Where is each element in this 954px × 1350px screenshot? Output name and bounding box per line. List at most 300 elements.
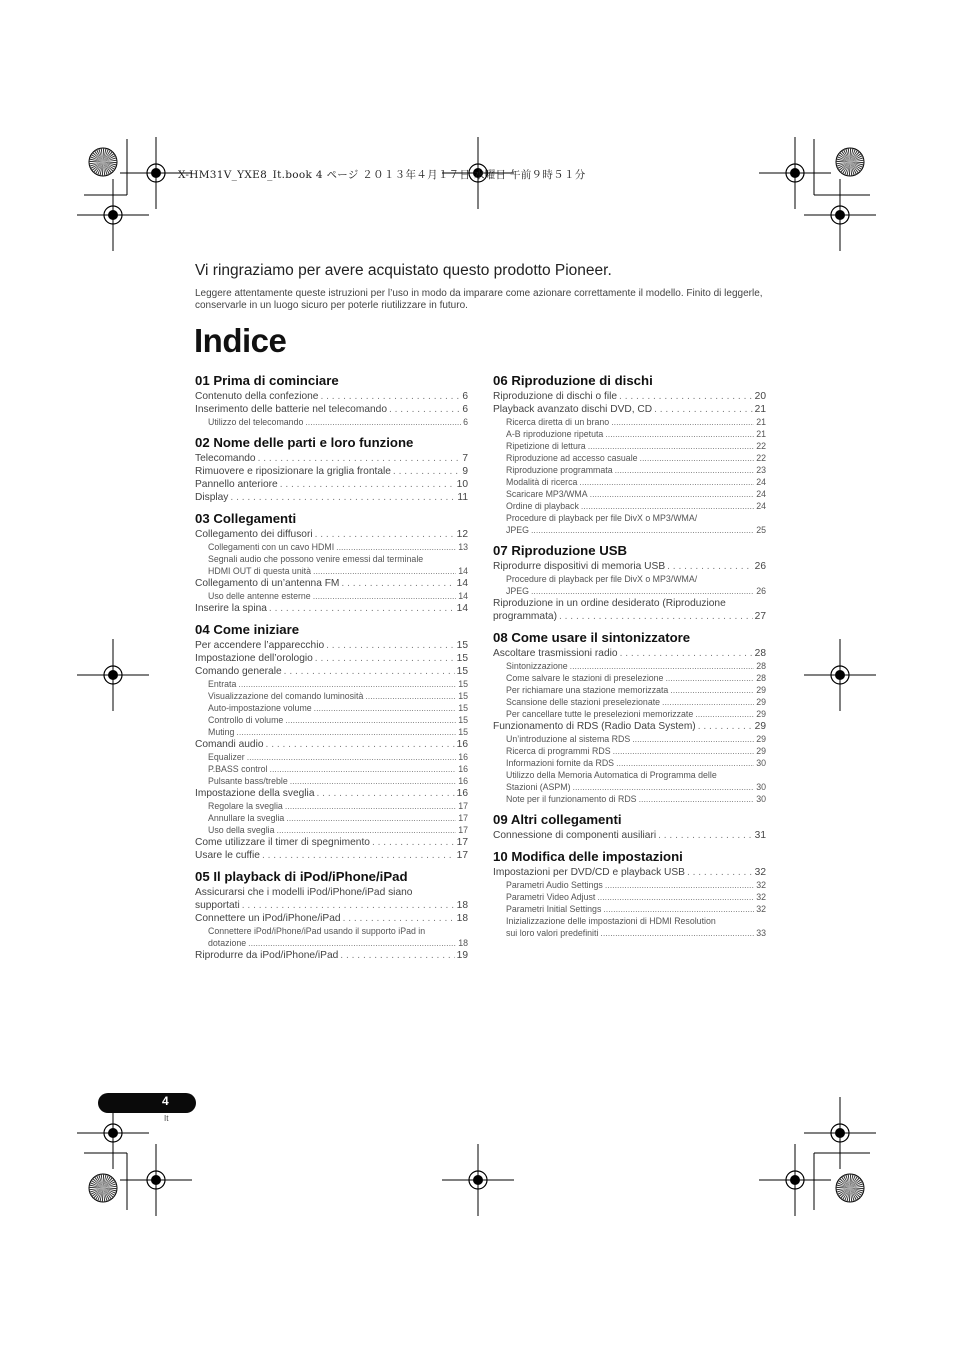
dot-leader bbox=[236, 726, 456, 738]
toc-page-number: 17 bbox=[458, 813, 468, 823]
toc-entry[interactable] bbox=[195, 478, 468, 491]
dot-leader bbox=[605, 879, 754, 891]
dot-leader bbox=[258, 452, 461, 465]
toc-page-number: 29 bbox=[756, 734, 766, 744]
toc-page-number: 21 bbox=[756, 429, 766, 439]
toc-section bbox=[195, 372, 468, 428]
toc-entry-label: Controllo di volume bbox=[208, 715, 284, 725]
toc-entry-label: Riproduzione in un ordine desiderato (Riproduzione bbox=[493, 598, 726, 609]
toc-page-number: 7 bbox=[462, 453, 468, 464]
toc-entry[interactable] bbox=[195, 949, 468, 962]
toc-entry-label: Funzionamento di RDS (Radio Data System) bbox=[493, 721, 696, 732]
dot-leader bbox=[687, 866, 753, 879]
toc-subentry[interactable] bbox=[493, 891, 766, 903]
toc-page-number: 19 bbox=[456, 950, 468, 961]
toc-entry[interactable] bbox=[195, 849, 468, 862]
toc-entry-label: Usare le cuffie bbox=[195, 850, 260, 861]
toc-page-number: 25 bbox=[756, 525, 766, 535]
dot-leader bbox=[269, 602, 455, 615]
dot-leader bbox=[262, 849, 455, 862]
toc-entry-label: Muting bbox=[208, 727, 235, 737]
color-target-icon bbox=[836, 148, 864, 176]
toc-entry-label: Playback avanzato dischi DVD, CD bbox=[493, 404, 653, 415]
toc-page-number: 26 bbox=[756, 586, 766, 596]
toc-subentry[interactable] bbox=[493, 428, 766, 440]
toc-entry-label: Uso della sveglia bbox=[208, 825, 275, 835]
toc-page-number: 13 bbox=[458, 542, 468, 552]
toc-subentry[interactable] bbox=[493, 757, 766, 769]
dot-leader bbox=[605, 428, 754, 440]
toc-section-title: 04 Come iniziare bbox=[195, 622, 300, 637]
dot-leader bbox=[616, 757, 754, 769]
toc-page-number: 11 bbox=[457, 492, 468, 503]
toc-page-number: 28 bbox=[756, 661, 766, 671]
toc-entry-label: Riproduzione ad accesso casuale bbox=[506, 453, 638, 463]
toc-subentry[interactable] bbox=[493, 903, 766, 915]
dot-leader bbox=[597, 891, 754, 903]
toc-section-title: 10 Modifica delle impostazioni bbox=[493, 849, 683, 864]
page-number-tab bbox=[98, 1093, 196, 1113]
dot-leader bbox=[603, 903, 754, 915]
toc-subentry[interactable] bbox=[195, 678, 468, 690]
toc-page-number: 6 bbox=[462, 391, 468, 402]
toc-subentry[interactable] bbox=[493, 781, 766, 793]
dot-leader bbox=[341, 577, 454, 590]
toc-subentry[interactable] bbox=[493, 585, 766, 597]
toc-entry-label: Rimuovere e riposizionare la griglia frontale bbox=[195, 466, 391, 477]
toc-page-number: 15 bbox=[458, 691, 468, 701]
toc-page-number: 32 bbox=[756, 880, 766, 890]
toc-section bbox=[195, 868, 468, 962]
registration-mark-icon bbox=[759, 1144, 831, 1216]
page-language: It bbox=[164, 1114, 169, 1123]
toc-entry-label: JPEG bbox=[506, 525, 529, 535]
toc-page-number: 17 bbox=[456, 837, 468, 848]
toc-page-number: 28 bbox=[756, 673, 766, 683]
dot-leader bbox=[613, 745, 755, 757]
toc-entry-label: P.BASS control bbox=[208, 764, 268, 774]
dot-leader bbox=[670, 684, 754, 696]
toc-entry-label: Note per il funzionamento di RDS bbox=[506, 794, 637, 804]
dot-leader bbox=[658, 829, 753, 842]
toc-page-number: 32 bbox=[756, 904, 766, 914]
toc-page-number: 15 bbox=[458, 679, 468, 689]
dot-leader bbox=[600, 927, 754, 939]
toc-entry-label: Procedure di playback per file DivX o MP3/WMA/ bbox=[506, 574, 698, 584]
toc-entry-label: HDMI OUT di questa unità bbox=[208, 566, 311, 576]
toc-entry-label: Per richiamare una stazione memorizzata bbox=[506, 685, 669, 695]
toc-page-number: 12 bbox=[456, 529, 468, 540]
toc-entry-label: Auto-impostazione volume bbox=[208, 703, 312, 713]
dot-leader bbox=[286, 812, 456, 824]
toc-page-number: 15 bbox=[456, 653, 468, 664]
toc-subentry[interactable] bbox=[493, 464, 766, 476]
toc-subentry[interactable] bbox=[195, 726, 468, 738]
toc-entry-label: Inserire la spina bbox=[195, 603, 267, 614]
toc-page-number: 30 bbox=[756, 794, 766, 804]
dot-leader bbox=[393, 465, 460, 478]
toc-entry-label: Ricerca diretta di un brano bbox=[506, 417, 610, 427]
toc-subentry[interactable] bbox=[195, 824, 468, 836]
toc-entry-label: Telecomando bbox=[195, 453, 256, 464]
toc-page-number: 29 bbox=[756, 685, 766, 695]
dot-leader bbox=[248, 937, 456, 949]
toc-entry-label: Ricerca di programmi RDS bbox=[506, 746, 611, 756]
dot-leader bbox=[230, 491, 455, 504]
dot-leader bbox=[284, 665, 455, 678]
toc-entry-label: Parametri Video Adjust bbox=[506, 892, 596, 902]
toc-entry[interactable] bbox=[493, 866, 766, 879]
toc-left-column bbox=[195, 372, 468, 968]
toc-page-number: 16 bbox=[456, 739, 468, 750]
toc-entry[interactable] bbox=[195, 836, 468, 849]
dot-leader bbox=[531, 585, 754, 597]
toc-page-number: 29 bbox=[756, 709, 766, 719]
dot-leader bbox=[640, 452, 755, 464]
toc-entry-label: Regolare la sveglia bbox=[208, 801, 283, 811]
toc-entry-label: Informazioni fornite da RDS bbox=[506, 758, 615, 768]
dot-leader bbox=[340, 949, 454, 962]
toc-entry[interactable] bbox=[195, 491, 468, 504]
dot-leader bbox=[315, 652, 455, 665]
toc-entry[interactable] bbox=[195, 787, 468, 800]
toc-subentry[interactable] bbox=[493, 879, 766, 891]
toc-entry-label: Connessione di componenti ausiliari bbox=[493, 830, 657, 841]
dot-leader bbox=[317, 787, 455, 800]
toc-subentry[interactable] bbox=[195, 751, 468, 763]
toc-entry-label: Come salvare le stazioni di preselezione bbox=[506, 673, 664, 683]
toc-section-title: 09 Altri collegamenti bbox=[493, 812, 622, 827]
toc-page-number: 16 bbox=[456, 788, 468, 799]
toc-subentry[interactable] bbox=[493, 708, 766, 720]
toc-entry-label: Collegamenti con un cavo HDMI bbox=[208, 542, 335, 552]
toc-entry-label: Scaricare MP3/WMA bbox=[506, 489, 588, 499]
dot-leader bbox=[285, 714, 456, 726]
dot-leader bbox=[336, 541, 456, 553]
toc-page-number: 9 bbox=[462, 466, 468, 477]
toc-subentry[interactable] bbox=[195, 775, 468, 787]
toc-entry[interactable] bbox=[195, 602, 468, 615]
dot-leader bbox=[611, 416, 754, 428]
toc-entry-label: Utilizzo della Memoria Automatica di Programma delle bbox=[506, 770, 717, 780]
toc-entry-label: Inserimento delle batterie nel telecomando bbox=[195, 404, 387, 415]
toc-subentry[interactable] bbox=[195, 702, 468, 714]
toc-page-number: 32 bbox=[756, 892, 766, 902]
toc-entry[interactable] bbox=[195, 899, 468, 912]
toc-subentry[interactable] bbox=[195, 763, 468, 775]
toc-page-number: 16 bbox=[458, 776, 468, 786]
toc-entry-label: JPEG bbox=[506, 586, 529, 596]
toc-entry[interactable] bbox=[195, 665, 468, 678]
toc-page-number: 16 bbox=[458, 752, 468, 762]
toc-subentry[interactable] bbox=[195, 690, 468, 702]
toc-subentry[interactable] bbox=[195, 714, 468, 726]
toc-entry-label: Connettere iPod/iPhone/iPad usando il supporto iPad in bbox=[208, 926, 426, 936]
toc-page-number: 20 bbox=[754, 391, 766, 402]
registration-mark-icon bbox=[442, 1144, 514, 1216]
toc-entry-label: Entrata bbox=[208, 679, 237, 689]
dot-leader bbox=[654, 403, 753, 416]
dot-leader bbox=[588, 440, 754, 452]
toc-entry-label: Utilizzo del telecomando bbox=[208, 417, 304, 427]
toc-page-number: 33 bbox=[756, 928, 766, 938]
toc-page-number: 18 bbox=[458, 938, 468, 948]
toc-entry-label: Riprodurre da iPod/iPhone/iPad bbox=[195, 950, 339, 961]
dot-leader bbox=[573, 781, 755, 793]
toc-section-title: 07 Riproduzione USB bbox=[493, 543, 628, 558]
toc-section bbox=[493, 848, 766, 939]
toc-entry[interactable] bbox=[493, 829, 766, 842]
dot-leader bbox=[343, 912, 455, 925]
registration-mark-icon bbox=[77, 179, 149, 251]
toc-page-number: 14 bbox=[458, 566, 468, 576]
toc-entry-label: Riproduzione di dischi o file bbox=[493, 391, 618, 402]
toc-entry[interactable] bbox=[493, 403, 766, 416]
toc-entry-label: Sintonizzazione bbox=[506, 661, 568, 671]
registration-mark-icon bbox=[77, 639, 149, 711]
dot-leader bbox=[559, 610, 753, 623]
toc-subentry[interactable] bbox=[493, 696, 766, 708]
dot-leader bbox=[315, 528, 455, 541]
toc-page-number: 6 bbox=[463, 417, 468, 427]
toc-page-number: 23 bbox=[756, 465, 766, 475]
toc-subentry[interactable] bbox=[493, 416, 766, 428]
toc-entry-label: Impostazione della sveglia bbox=[195, 788, 315, 799]
toc-entry-label: Segnali audio che possono venire emessi dal terminale bbox=[208, 554, 424, 564]
toc-entry[interactable] bbox=[195, 639, 468, 652]
toc-entry[interactable] bbox=[493, 720, 766, 733]
toc-entry[interactable] bbox=[195, 390, 468, 403]
toc-entry[interactable] bbox=[493, 560, 766, 573]
toc-page-number: 29 bbox=[756, 697, 766, 707]
toc-entry-label: Modalità di ricerca bbox=[506, 477, 578, 487]
toc-page-number: 17 bbox=[458, 801, 468, 811]
toc-entry-label: Contenuto della confezione bbox=[195, 391, 319, 402]
toc-entry-label: Uso delle antenne esterne bbox=[208, 591, 311, 601]
toc-subentry[interactable] bbox=[493, 672, 766, 684]
toc-right-column bbox=[493, 372, 766, 945]
registration-mark-icon bbox=[759, 137, 831, 209]
page-number: 4 bbox=[162, 1094, 169, 1108]
dot-leader bbox=[320, 390, 460, 403]
toc-page-number: 26 bbox=[754, 561, 766, 572]
toc-entry-label: Impostazione dell’orologio bbox=[195, 653, 313, 664]
toc-entry[interactable] bbox=[195, 403, 468, 416]
toc-section bbox=[493, 372, 766, 536]
toc-page-number: 14 bbox=[456, 578, 468, 589]
dot-leader bbox=[579, 476, 754, 488]
toc-subentry[interactable] bbox=[493, 745, 766, 757]
toc-page-number: 21 bbox=[754, 404, 766, 415]
dot-leader bbox=[372, 836, 455, 849]
toc-entry-label: Come utilizzare il timer di spegnimento bbox=[195, 837, 370, 848]
toc-subentry[interactable] bbox=[195, 812, 468, 824]
toc-entry-label: Riprodurre dispositivi di memoria USB bbox=[493, 561, 666, 572]
toc-subentry[interactable] bbox=[493, 733, 766, 745]
toc-subentry[interactable] bbox=[493, 440, 766, 452]
toc-page-number: 27 bbox=[754, 611, 766, 622]
toc-subentry[interactable] bbox=[493, 793, 766, 805]
toc-entry[interactable] bbox=[195, 452, 468, 465]
toc-entry-label: Pannello anteriore bbox=[195, 479, 278, 490]
print-header: X-HM31V_YXE8_It.book 4 ページ ２０１３年４月１７日 水曜日 午前９時５１分 bbox=[178, 169, 586, 181]
dot-leader bbox=[266, 738, 455, 751]
toc-page-number: 17 bbox=[456, 850, 468, 861]
toc-section-title: 01 Prima di cominciare bbox=[195, 373, 339, 388]
toc-entry-label: Comando generale bbox=[195, 666, 282, 677]
toc-subentry[interactable] bbox=[195, 937, 468, 949]
dot-leader bbox=[277, 824, 457, 836]
dot-leader bbox=[313, 565, 456, 577]
toc-entry[interactable] bbox=[195, 577, 468, 590]
toc-entry-label: Per accendere l’apparecchio bbox=[195, 640, 325, 651]
toc-entry-label: Ordine di playback bbox=[506, 501, 579, 511]
toc-entry-label: Pulsante bass/treble bbox=[208, 776, 288, 786]
dot-leader bbox=[590, 488, 755, 500]
page-title: Indice bbox=[194, 322, 287, 359]
toc-entry-label: Per cancellare tutte le preselezioni memorizzate bbox=[506, 709, 694, 719]
toc-subentry[interactable] bbox=[493, 500, 766, 512]
dot-leader bbox=[389, 403, 460, 416]
dot-leader bbox=[639, 793, 755, 805]
toc-section-title: 03 Collegamenti bbox=[195, 511, 297, 526]
dot-leader bbox=[667, 560, 753, 573]
toc-entry[interactable] bbox=[493, 610, 766, 623]
dot-leader bbox=[620, 647, 753, 660]
dot-leader bbox=[695, 708, 754, 720]
toc-page-number: 18 bbox=[456, 913, 468, 924]
toc-page-number: 29 bbox=[754, 721, 766, 732]
toc-page-number: 16 bbox=[458, 764, 468, 774]
toc-entry-label: Riproduzione programmata bbox=[506, 465, 613, 475]
color-target-icon bbox=[89, 148, 117, 176]
registration-mark-icon bbox=[120, 1144, 192, 1216]
toc-subentry[interactable] bbox=[195, 800, 468, 812]
toc-page-number: 24 bbox=[756, 477, 766, 487]
dot-leader bbox=[581, 500, 754, 512]
dot-leader bbox=[632, 733, 754, 745]
dot-leader bbox=[290, 775, 456, 787]
thanks-heading: Vi ringraziamo per avere acquistato questo prodotto Pioneer. bbox=[195, 262, 612, 279]
toc-page-number: 14 bbox=[456, 603, 468, 614]
toc-entry[interactable] bbox=[195, 528, 468, 541]
toc-subentry[interactable] bbox=[195, 565, 468, 577]
toc-entry-label: Display bbox=[195, 492, 229, 503]
toc-section bbox=[195, 510, 468, 615]
toc-subentry[interactable] bbox=[195, 590, 468, 602]
toc-entry-label: Connettere un iPod/iPhone/iPad bbox=[195, 913, 341, 924]
toc-entry-label: A-B riproduzione ripetuta bbox=[506, 429, 604, 439]
dot-leader bbox=[570, 660, 755, 672]
toc-section-title: 06 Riproduzione di dischi bbox=[493, 373, 653, 388]
toc-subentry[interactable] bbox=[493, 660, 766, 672]
toc-subentry[interactable] bbox=[493, 476, 766, 488]
toc-entry[interactable] bbox=[493, 647, 766, 660]
toc-subentry[interactable] bbox=[195, 416, 468, 428]
toc-entry-label: Comandi audio bbox=[195, 739, 264, 750]
toc-entry[interactable] bbox=[195, 738, 468, 751]
dot-leader bbox=[365, 690, 456, 702]
toc-entry-label: Ripetizione di lettura bbox=[506, 441, 586, 451]
toc-page-number: 29 bbox=[756, 746, 766, 756]
toc-entry-label: Impostazioni per DVD/CD e playback USB bbox=[493, 867, 685, 878]
toc-entry[interactable] bbox=[493, 390, 766, 403]
toc-page-number: 6 bbox=[462, 404, 468, 415]
toc-page-number: 10 bbox=[456, 479, 468, 490]
registration-mark-icon bbox=[804, 1097, 876, 1169]
toc-page-number: 15 bbox=[458, 715, 468, 725]
toc-subentry[interactable] bbox=[493, 524, 766, 536]
toc-page-number: 17 bbox=[458, 825, 468, 835]
dot-leader bbox=[270, 763, 457, 775]
dot-leader bbox=[313, 590, 457, 602]
toc-entry[interactable] bbox=[195, 465, 468, 478]
dot-leader bbox=[247, 751, 457, 763]
toc-subentry[interactable] bbox=[493, 684, 766, 696]
color-target-icon bbox=[836, 1174, 864, 1202]
toc-page-number: 24 bbox=[756, 501, 766, 511]
toc-entry-label: Inizializzazione delle impostazioni di HDMI Resolution bbox=[506, 916, 716, 926]
toc-entry-label: Ascoltare trasmissioni radio bbox=[493, 648, 618, 659]
color-target-icon bbox=[89, 1174, 117, 1202]
toc-entry-label: Visualizzazione del comando luminosità bbox=[208, 691, 364, 701]
dot-leader bbox=[615, 464, 755, 476]
toc-entry-label: supportati bbox=[195, 900, 240, 911]
dot-leader bbox=[326, 639, 455, 652]
toc-section bbox=[195, 621, 468, 862]
toc-page-number: 21 bbox=[756, 417, 766, 427]
toc-section-title: 02 Nome delle parti e loro funzione bbox=[195, 435, 414, 450]
toc-section-title: 08 Come usare il sintonizzatore bbox=[493, 630, 691, 645]
toc-page-number: 30 bbox=[756, 782, 766, 792]
toc-page-number: 15 bbox=[458, 703, 468, 713]
toc-subentry[interactable] bbox=[195, 541, 468, 553]
dot-leader bbox=[285, 800, 456, 812]
toc-entry-label: Un’introduzione al sistema RDS bbox=[506, 734, 631, 744]
toc-page-number: 15 bbox=[456, 640, 468, 651]
toc-entry[interactable] bbox=[195, 652, 468, 665]
toc-section bbox=[493, 811, 766, 842]
toc-entry-label: programmata) bbox=[493, 611, 557, 622]
dot-leader bbox=[314, 702, 457, 714]
dot-leader bbox=[305, 416, 461, 428]
toc-page-number: 22 bbox=[756, 441, 766, 451]
toc-page-number: 30 bbox=[756, 758, 766, 768]
toc-entry-label: Parametri Audio Settings bbox=[506, 880, 603, 890]
dot-leader bbox=[698, 720, 753, 733]
toc-subentry[interactable] bbox=[493, 452, 766, 464]
toc-entry-label: Stazioni (ASPM) bbox=[506, 782, 571, 792]
toc-page-number: 28 bbox=[754, 648, 766, 659]
toc-subentry[interactable] bbox=[493, 927, 766, 939]
toc-entry-label: dotazione bbox=[208, 938, 247, 948]
toc-entry-label: Assicurarsi che i modelli iPod/iPhone/iPad siano bbox=[195, 887, 413, 898]
dot-leader bbox=[665, 672, 754, 684]
dot-leader bbox=[238, 678, 456, 690]
toc-entry-label: Procedure di playback per file DivX o MP3/WMA/ bbox=[506, 513, 698, 523]
toc-entry-label: sui loro valori predefiniti bbox=[506, 928, 599, 938]
toc-section bbox=[195, 434, 468, 504]
toc-page-number: 18 bbox=[456, 900, 468, 911]
toc-page-number: 15 bbox=[458, 727, 468, 737]
toc-entry-label: Collegamento dei diffusori bbox=[195, 529, 313, 540]
toc-section-title: 05 Il playback di iPod/iPhone/iPad bbox=[195, 869, 408, 884]
registration-mark-icon bbox=[804, 179, 876, 251]
toc-entry-label: Collegamento di un’antenna FM bbox=[195, 578, 340, 589]
dot-leader bbox=[242, 899, 455, 912]
toc-entry[interactable] bbox=[195, 912, 468, 925]
toc-subentry[interactable] bbox=[493, 488, 766, 500]
